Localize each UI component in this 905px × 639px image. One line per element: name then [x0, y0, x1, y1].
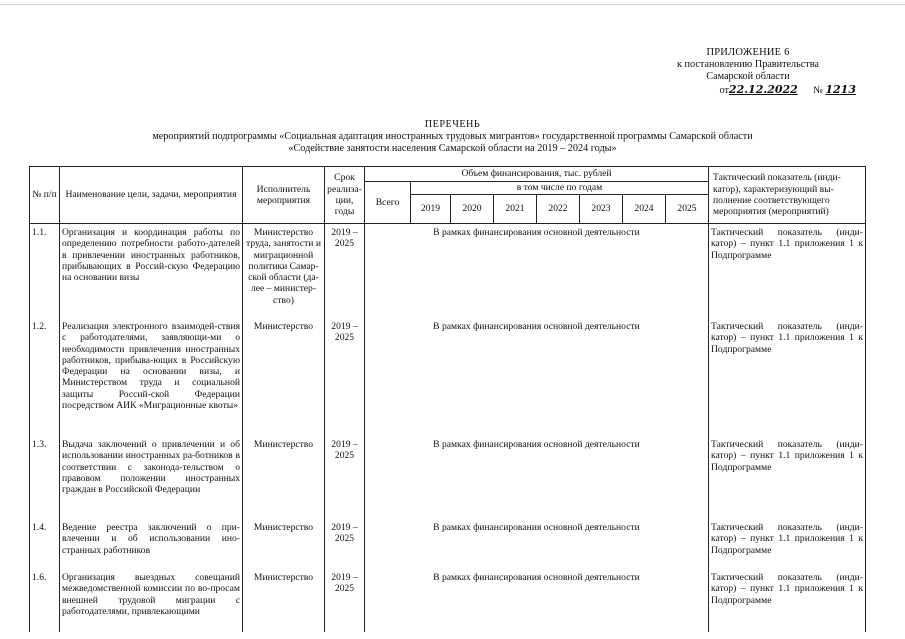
- heading-line-1: мероприятий подпрограммы «Социальная адаптация иностранных трудовых мигрантов» государственной программы Самарской области: [152, 131, 753, 142]
- heading-line-2: «Содействие занятости населения Самарской области на 2019 – 2024 годы»: [288, 143, 617, 154]
- row-executor: Министерство труда, занятости и миграционной политики Самар-ской области (да-лее – министер-ство): [243, 224, 325, 316]
- row-name: Организация выездных совещаний межведомственной комиссии по во-просам внешней трудовой миграции с работодателями, привлекающими: [60, 562, 243, 632]
- header-total: Всего: [365, 182, 411, 224]
- header-num: № п/п: [30, 167, 60, 224]
- row-indicator: Тактический показатель (инди-катор) – пункт 1.1 приложения 1 к Подпрограмме: [709, 315, 866, 429]
- table-row: [30, 429, 866, 510]
- row-funding: В рамках финансирования основной деятельности: [365, 510, 709, 562]
- row-term: 2019 – 2025: [325, 315, 365, 429]
- row-executor: Министерство: [243, 562, 325, 632]
- row-executor: Министерство: [243, 315, 325, 429]
- row-num: 1.1.: [30, 224, 60, 316]
- row-num: 1.3.: [30, 429, 60, 510]
- handwritten-date: 22.12.2022: [728, 83, 798, 96]
- header-term: Срок реализа-ции, годы: [325, 167, 365, 224]
- appendix-title: ПРИЛОЖЕНИЕ 6: [706, 47, 790, 58]
- appendix-date-line: [638, 84, 858, 97]
- appendix-block: [638, 47, 858, 97]
- header-name: Наименование цели, задачи, мероприятия: [60, 167, 243, 224]
- row-term: 2019 – 2025: [325, 510, 365, 562]
- header-year-2019: 2019: [411, 195, 451, 224]
- table-row: [30, 224, 866, 316]
- table-row: [30, 315, 866, 429]
- row-term: 2019 – 2025: [325, 562, 365, 632]
- appendix-line-2: Самарской области: [706, 71, 790, 82]
- document-heading: [0, 119, 905, 155]
- header-year-2024: 2024: [623, 195, 666, 224]
- header-year-2022: 2022: [537, 195, 580, 224]
- row-name: Выдача заключений о привлечении и об использовании иностранных ра-ботников в соответствии с законода-тельством о правовом положении иностранных граждан в Российской Федерации: [60, 429, 243, 510]
- header-by-years: в том числе по годам: [411, 182, 709, 195]
- row-executor: Министерство: [243, 429, 325, 510]
- appendix-line-1: к постановлению Правительства: [677, 59, 819, 70]
- row-num: 1.2.: [30, 315, 60, 429]
- header-executor: Исполнитель мероприятия: [243, 167, 325, 224]
- header-year-2021: 2021: [494, 195, 537, 224]
- header-year-2020: 2020: [451, 195, 494, 224]
- header-year-2023: 2023: [580, 195, 623, 224]
- row-funding: В рамках финансирования основной деятельности: [365, 429, 709, 510]
- row-name: Реализация электронного взаимодей-ствия с работодателями, заявляющи-ми о необходимости привлечения иностранных работников, прибыва-ющих в Российскую Федерации на основании визы, и Министерством труда и социальной защиты Россий-ской Федерации посредством АИК «Миграционные квоты»: [60, 315, 243, 429]
- date-prefix: от: [719, 85, 729, 96]
- header-funding: Объем финансирования, тыс. рублей: [365, 167, 709, 182]
- table-row: [30, 510, 866, 562]
- measures-table: [29, 166, 866, 632]
- header-year-2025: 2025: [666, 195, 709, 224]
- table-row: [30, 562, 866, 632]
- row-term: 2019 – 2025: [325, 224, 365, 316]
- header-indicator: Тактический показатель (инди-катор), характеризующий вы-полнение соответствующего мероприятия (мероприятий): [709, 167, 866, 224]
- row-funding: В рамках финансирования основной деятельности: [365, 315, 709, 429]
- row-name: Ведение реестра заключений о при-влечении и об использовании ино-странных работников: [60, 510, 243, 562]
- row-num: 1.6.: [30, 562, 60, 632]
- scan-edge-line: [0, 4, 905, 5]
- row-indicator: Тактический показатель (инди-катор) – пункт 1.1 приложения 1 к Подпрограмме: [709, 429, 866, 510]
- row-funding: В рамках финансирования основной деятельности: [365, 562, 709, 632]
- row-indicator: Тактический показатель (инди-катор) – пункт 1.1 приложения 1 к Подпрограмме: [709, 510, 866, 562]
- row-name: Организация и координация работы по определению потребности работо-дателей в привлечении иностранных работников, прибывающих в Россий-скую Федерацию на основании визы: [60, 224, 243, 316]
- row-indicator: Тактический показатель (инди-катор) – пункт 1.1 приложения 1 к Подпрограмме: [709, 562, 866, 632]
- document-title: ПЕРЕЧЕНЬ: [424, 119, 481, 130]
- number-prefix: №: [813, 85, 823, 96]
- row-term: 2019 – 2025: [325, 429, 365, 510]
- row-executor: Министерство: [243, 510, 325, 562]
- handwritten-number: 1213: [825, 83, 856, 96]
- row-num: 1.4.: [30, 510, 60, 562]
- row-funding: В рамках финансирования основной деятельности: [365, 224, 709, 316]
- row-indicator: Тактический показатель (инди-катор) – пункт 1.1 приложения 1 к Подпрограмме: [709, 224, 866, 316]
